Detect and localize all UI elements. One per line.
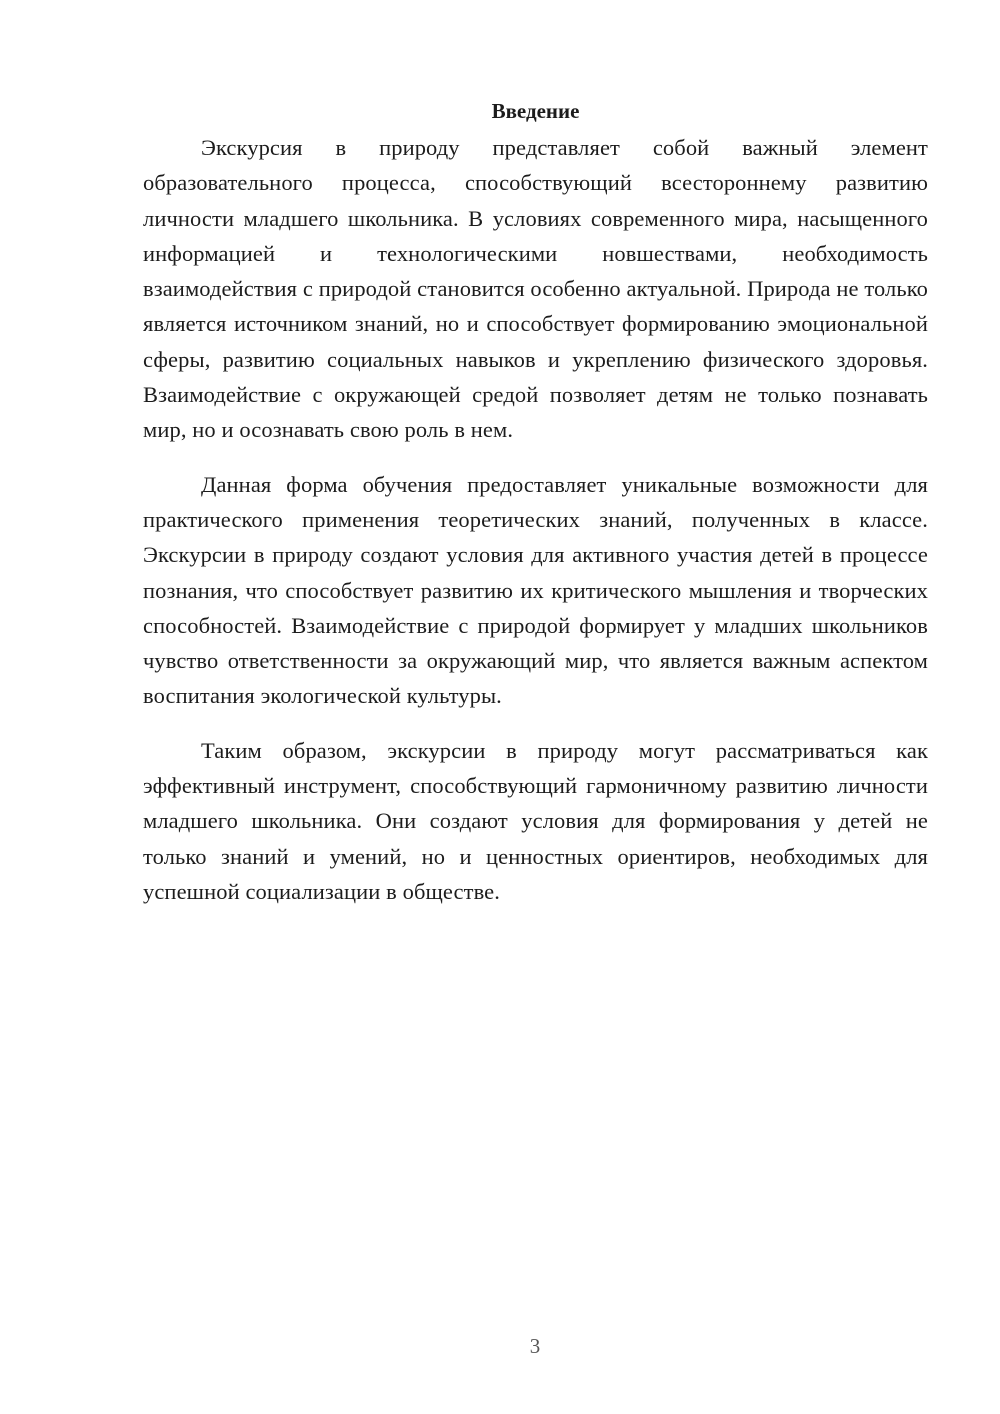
paragraph-1: Экскурсия в природу представляет собой важный элемент образовательного процесса, способствующий всестороннему развитию личности младшего школьника. В условиях современного мира, насыщенного информацией и технологическими новшествами, необходимость взаимодействия с природой становится особенно актуальной. Природа не только является источником знаний, но и способствует формированию эмоциональной сферы, развитию социальных навыков и укреплению физического здоровья. Взаимодействие с окружающей средой позволяет детям не только познавать мир, но и осознавать свою роль в нем. <box>143 135 928 443</box>
paragraph-3: Таким образом, экскурсии в природу могут рассматриваться как эффективный инструмент, способствующий гармоничному развитию личности младшего школьника. Они создают условия для формирования у детей не только знаний и умений, но и ценностных ориентиров, необходимых для успешной социализации в обществе. <box>143 737 928 904</box>
page-number: 3 <box>529 1334 541 1358</box>
section-title: Введение <box>491 99 580 123</box>
page-content <box>143 96 928 928</box>
paragraph-2: Данная форма обучения предоставляет уникальные возможности для практического применения теоретических знаний, полученных в классе. Экскурсии в природу создают условия для активного участия детей в процессе познания, что способствует развитию их критического мышления и творческих способностей. Взаимодействие с природой формирует у младших школьников чувство ответственности за окружающий мир, что является важным аспектом воспитания экологической культуры. <box>143 471 928 709</box>
